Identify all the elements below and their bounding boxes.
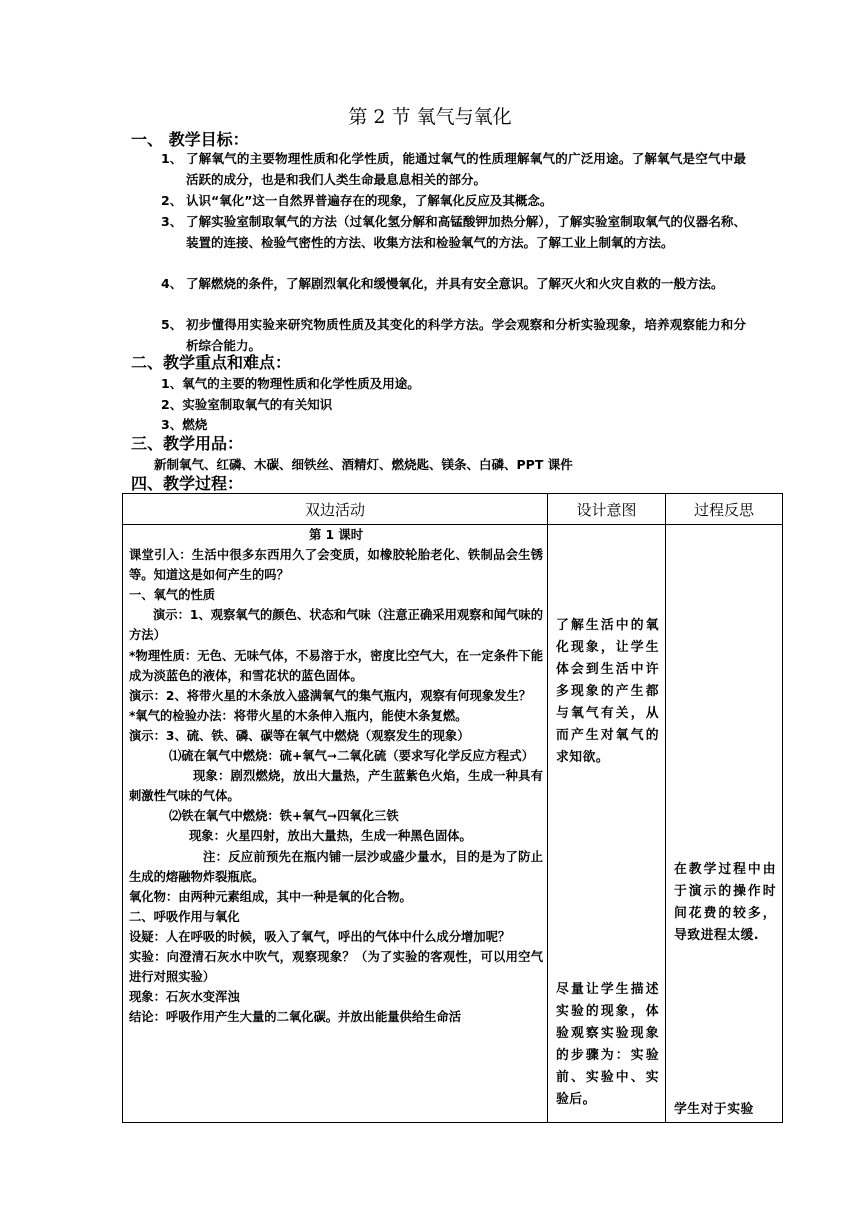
objective-item-1 [161, 148, 746, 190]
objective-item-2 [161, 190, 746, 211]
lesson-line: 一、氧气的性质 [129, 588, 216, 603]
objective-text: 初步懂得用实验来研究物质性质及其变化的科学方法。学会观察和分析实验现象，培养观察能力和分析综合能力。 [186, 317, 746, 353]
header-activities: 双边活动 [123, 494, 548, 525]
key-point-3: 3、燃烧 [161, 417, 208, 432]
lesson-line: *物理性质：无色、无味气体，不易溶于水，密度比空气大，在一定条件下能成为淡蓝色的液体，和雪花状的蓝色固体。 [129, 648, 543, 683]
process-table [122, 493, 783, 1123]
page-title: 第 2 节 氧气与氧化 [348, 106, 512, 128]
objective-item-4 [161, 273, 746, 294]
lesson-line: 演示：1、观察氧气的颜色、状态和气味（注意正确采用观察和闻气味的方法） [129, 608, 543, 643]
objective-number: 4、 [161, 276, 183, 291]
lesson-line: 课堂引入：生活中很多东西用久了会变质，如橡胶轮胎老化、铁制品会生锈等。知道这是如何产生的吗？ [129, 548, 543, 583]
reflection-note-1: 在教学过程中由于演示的操作时间花费的较多，导致进程太缓. [674, 862, 776, 943]
section-heading-key-points: 二、教学重点和难点： [131, 353, 292, 372]
objective-text: 了解实验室制取氧气的方法（过氧化氢分解和高锰酸钾加热分解），了解实验室制取氧气的仪器名称、装置的连接、检验气密性的方法、收集方法和检验氧气的方法。了解工业上制氧的方法。 [186, 214, 746, 250]
lesson-line: 注：反应前预先在瓶内铺一层沙或盛少量水，目的是为了防止生成的熔融物炸裂瓶底。 [129, 849, 543, 884]
objective-number: 1、 [161, 151, 183, 166]
objective-text: 认识“氧化”这一自然界普遍存在的现象，了解氧化反应及其概念。 [186, 193, 553, 208]
lesson-period: 第 1 课时 [308, 528, 363, 542]
materials-list: 新制氧气、红磷、木碳、细铁丝、酒精灯、燃烧匙、镁条、白磷、PPT 课件 [154, 457, 573, 472]
design-intent-cell [548, 525, 666, 1123]
reflection-note-2: 学生对于实验 [674, 1102, 754, 1117]
lesson-line: 现象：火星四射，放出大量热，生成一种黑色固体。 [189, 829, 472, 844]
objective-item-5 [161, 314, 746, 356]
lesson-line: ⑵铁在氧气中燃烧：铁+氧气➞四氧化三铁 [169, 809, 399, 824]
design-note-2: 尽量让学生描述实验的现象，体验观察实验现象的步骤为：实验前、实验中、实验后。 [556, 982, 659, 1107]
section-heading-process: 四、教学过程： [131, 474, 244, 493]
header-reflection: 过程反思 [666, 494, 783, 525]
key-point-1: 1、氧气的主要的物理性质和化学性质及用途。 [161, 376, 420, 391]
section-heading-materials: 三、教学用品： [131, 434, 244, 453]
design-note-1: 了解生活中的氧化现象，让学生体会到生活中许多现象的产生都与氧气有关，从而产生对氧气的求知欲。 [556, 618, 659, 765]
lesson-line: *氧气的检验办法：将带火星的木条伸入瓶内，能使木条复燃。 [129, 708, 468, 723]
objective-number: 3、 [161, 214, 183, 229]
table-row [123, 525, 783, 1123]
lesson-line: 氧化物：由两种元素组成，其中一种是氧的化合物。 [129, 889, 412, 904]
lesson-line: 现象：石灰水变浑浊 [129, 990, 240, 1005]
objective-item-3 [161, 211, 746, 253]
lesson-line: 演示：3、硫、铁、磷、碳等在氧气中燃烧（观察发生的现象） [129, 728, 470, 743]
objective-text: 了解燃烧的条件，了解剧烈氧化和缓慢氧化，并具有安全意识。了解灭火和火灾自救的一般方法。 [186, 276, 724, 291]
lesson-line: 实验：向澄清石灰水中吹气，观察现象？（为了实验的客观性，可以用空气进行对照实验） [129, 949, 543, 985]
objective-text: 了解氧气的主要物理性质和化学性质，能通过氧气的性质理解氧气的广泛用途。了解氧气是空气中最活跃的成分，也是和我们人类生命最息息相关的部分。 [186, 151, 746, 187]
lesson-line: 演示：2、将带火星的木条放入盛满氧气的集气瓶内，观察有何现象发生？ [129, 688, 532, 703]
header-design-intent: 设计意图 [548, 494, 666, 525]
lesson-line: 二、呼吸作用与氧化 [129, 909, 240, 924]
lesson-line: ⑴硫在氧气中燃烧：硫+氧气➞二氧化硫（要求写化学反应方程式） [169, 749, 534, 764]
section-heading-objectives: 一、 教学目标： [131, 130, 249, 149]
objective-number: 5、 [161, 317, 183, 332]
key-point-2: 2、实验室制取氧气的有关知识 [161, 397, 333, 412]
table-header-row [123, 494, 783, 525]
lesson-line: 结论：呼吸作用产生大量的二氧化碳。并放出能量供给生命活 [129, 1010, 462, 1025]
objective-number: 2、 [161, 193, 183, 208]
lesson-line: 设疑：人在呼吸的时候，吸入了氧气，呼出的气体中什么成分增加呢？ [129, 929, 511, 944]
lesson-line: 现象：剧烈燃烧，放出大量热，产生蓝紫色火焰，生成一种具有刺激性气味的气体。 [129, 769, 543, 804]
reflection-cell [666, 525, 783, 1123]
activities-cell [123, 525, 548, 1123]
